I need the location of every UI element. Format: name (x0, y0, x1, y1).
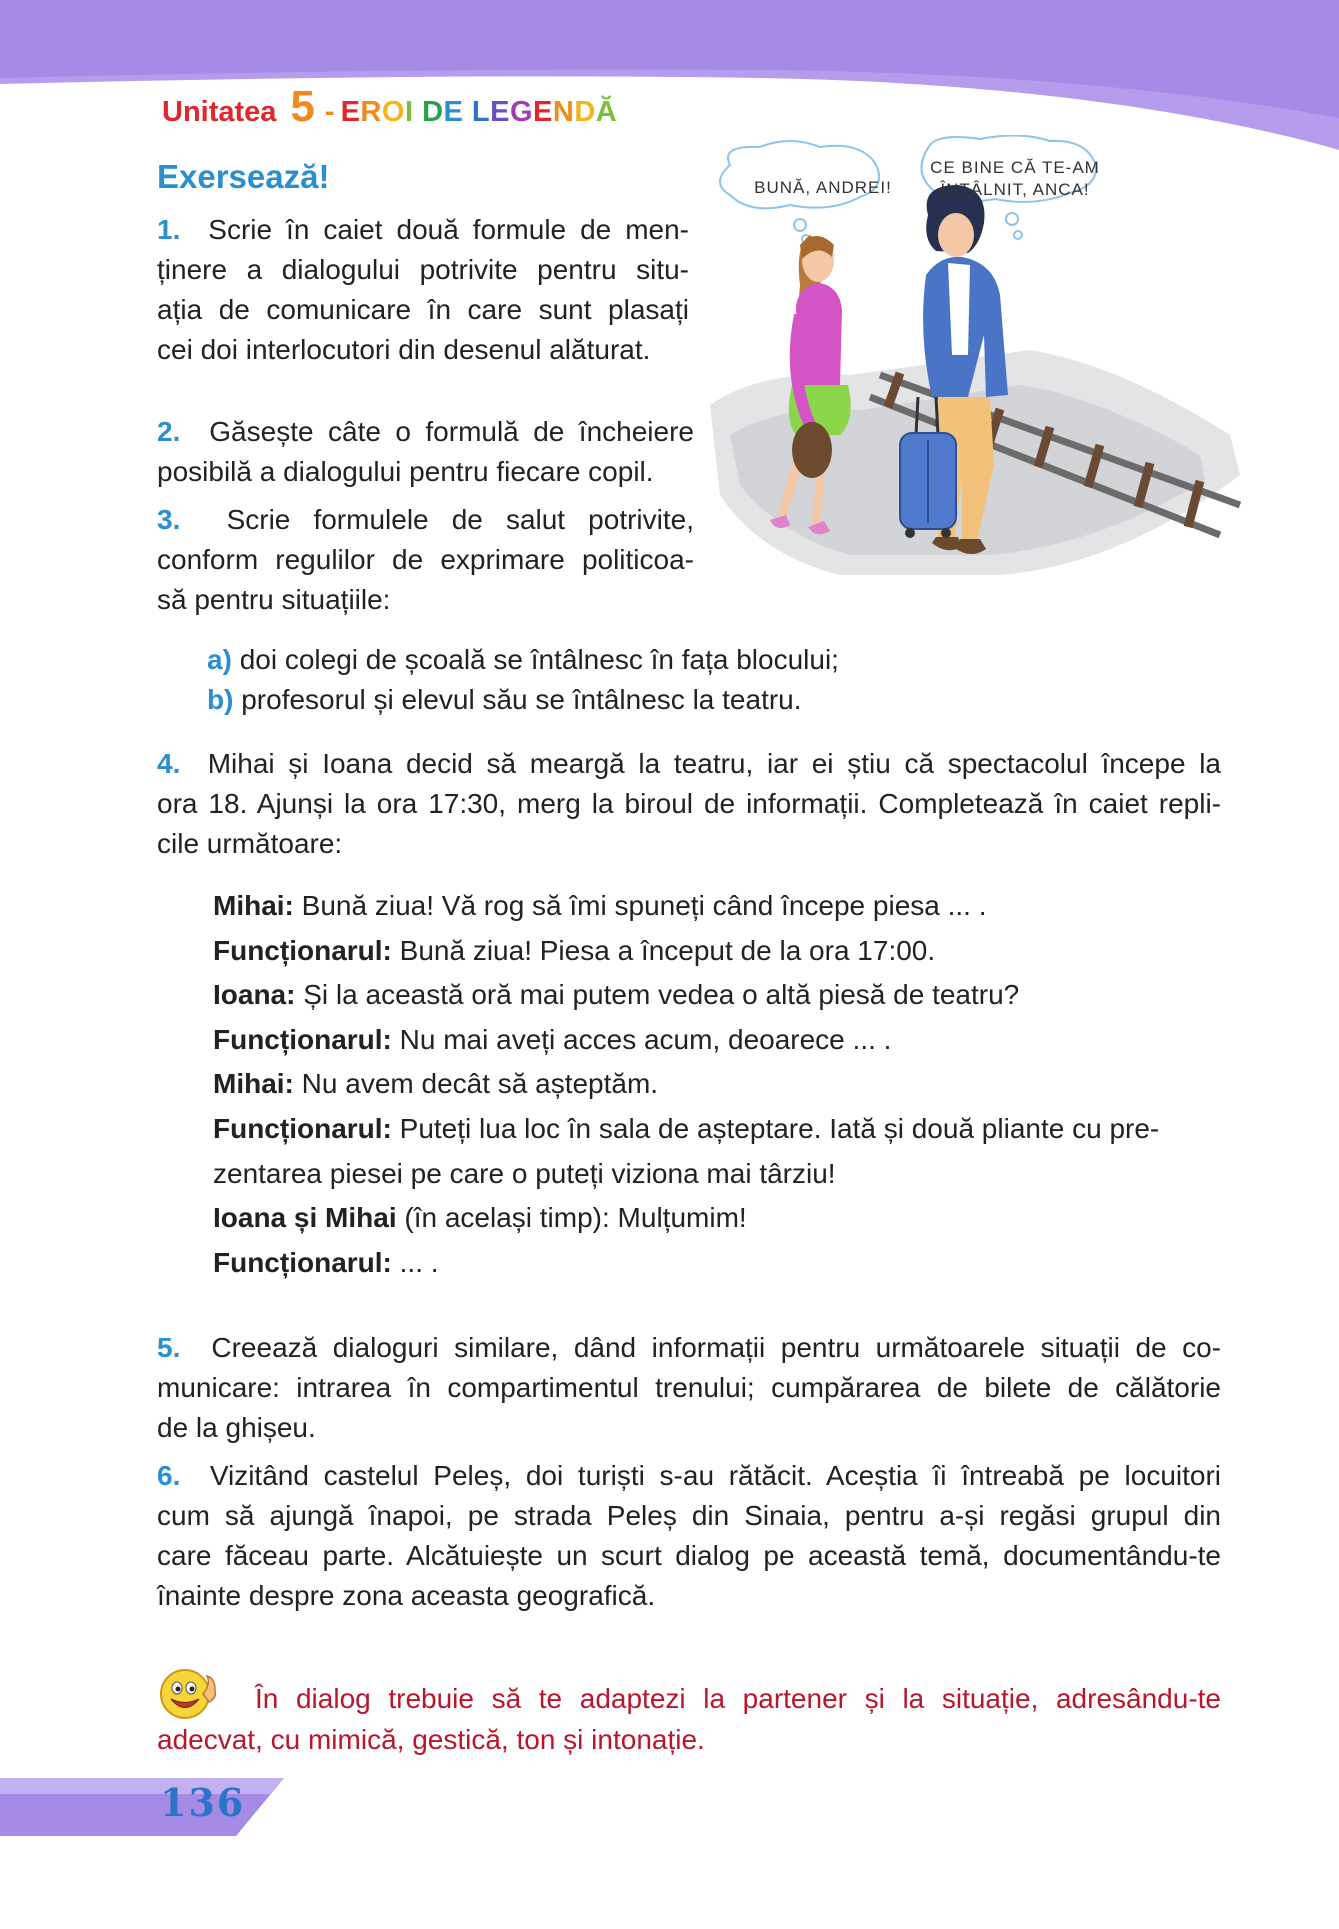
exercise-3 (157, 500, 694, 620)
unit-dash: - (324, 96, 335, 128)
exercise-5-number: 5. (157, 1332, 181, 1363)
exercise-2-line: 2. Găsește câte o formulă de încheiere (157, 416, 694, 447)
exercise-2 (157, 412, 694, 492)
exercise-5-line: de la ghișeu. (157, 1412, 316, 1443)
exercise-6-line: cum să ajungă înapoi, pe strada Peleș din Sinaia, pentru a-și regăsi grupul din (157, 1500, 1221, 1531)
dialogue-line: Funcționarul: Bună ziua! Piesa a început de la ora 17:00. (213, 934, 936, 966)
children-illustration (700, 135, 1250, 600)
exercise-3-options (207, 640, 839, 720)
exercise-4 (157, 744, 1221, 864)
exercise-5-line: 5. Creează dialoguri similare, dând informații pentru următoarele situații de co- (157, 1332, 1221, 1363)
dialogue-line: Mihai: Nu avem decât să așteptăm. (213, 1068, 659, 1100)
footer-band (0, 1774, 290, 1838)
option-a: a) doi colegi de școală se întâlnesc în fața blocului; (207, 644, 839, 675)
bubble-right-text: CE BINE CĂ TE-AM ÎNTÂLNIT, ANCA! (930, 158, 1100, 199)
exercise-3-line: să pentru situațiile: (157, 584, 391, 615)
exercise-6-line: 6. Vizitând castelul Peleș, doi turiști s-au rătăcit. Aceștia îi întreabă pe locuitori (157, 1460, 1222, 1491)
exercise-2-number: 2. (157, 416, 181, 447)
tip-note (157, 1678, 1221, 1760)
dialogue-line: Funcționarul: Puteți lua loc în sala de așteptare. Iată și două pliante cu pre- (213, 1112, 1160, 1144)
unit-title: EROI DE LEGENDĂ (340, 96, 618, 128)
exercise-1-line: 1. Scrie în caiet două formule de men- (157, 214, 689, 245)
exercise-5-line: municare: intrarea în compartimentul trenului; cumpărarea de bilete de călătorie (157, 1372, 1221, 1403)
exercise-6-number: 6. (157, 1460, 181, 1491)
page-number: 136 (160, 1780, 246, 1825)
bubble-left-text: BUNĂ, ANDREI! (754, 178, 892, 197)
dialogue-line: Ioana și Mihai (în același timp): Mulțumim! (213, 1202, 747, 1234)
dialogue-line: Funcționarul: Nu mai aveți acces acum, deoarece ... . (213, 1023, 892, 1055)
exercise-3-line: 3. Scrie formulele de salut potrivite, (157, 504, 695, 535)
exercise-4-line: 4. Mihai și Ioana decid să meargă la teatru, iar ei știu că spectacolul începe la (157, 748, 1221, 779)
exercise-4-line: cile următoare: (157, 828, 343, 859)
exercise-1-line: cei doi interlocutori din desenul alăturat. (157, 334, 651, 365)
dialogue-line: Ioana: Și la această oră mai putem vedea o altă piesă de teatru? (213, 979, 1020, 1011)
exercise-6 (157, 1456, 1221, 1616)
exercise-4-number: 4. (157, 748, 181, 779)
exercise-5 (157, 1328, 1221, 1448)
exercise-6-line: înainte despre zona aceasta geografică. (157, 1580, 656, 1611)
exercise-3-line: conform regulilor de exprimare politicoa- (157, 544, 694, 575)
tip-line: adecvat, cu mimică, gestică, ton și intonație. (157, 1724, 705, 1755)
option-b: b) profesorul și elevul său se întâlnesc la teatru. (207, 684, 802, 715)
unit-label: Unitatea (162, 96, 277, 128)
exercise-1-line: ținere a dialogului potrivite pentru situ- (157, 254, 689, 285)
exercise-6-line: care făceau parte. Alcătuiește un scurt dialog pe această temă, documentându-te (157, 1540, 1221, 1571)
exercise-2-line: posibilă a dialogului pentru fiecare copil. (157, 456, 654, 487)
dialogue-line: Funcționarul: ... . (213, 1246, 439, 1278)
dialogue (213, 884, 1159, 1285)
exercise-3-number: 3. (157, 504, 181, 535)
exercise-1-number: 1. (157, 214, 181, 245)
section-title: Exersează! (157, 158, 330, 195)
unit-number: 5 (290, 82, 315, 131)
exercise-4-line: ora 18. Ajunși la ora 17:30, merg la biroul de informații. Completează în caiet repli- (157, 788, 1221, 819)
exercise-1-line: ația de comunicare în care sunt plasați (157, 294, 689, 325)
unit-header (162, 82, 617, 132)
dialogue-line: zentarea piesei pe care o puteți viziona mai târziu! (213, 1157, 836, 1189)
dialogue-line: Mihai: Bună ziua! Vă rog să îmi spuneți când începe piesa ... . (213, 890, 987, 921)
exercise-1 (157, 210, 689, 370)
tip-line: În dialog trebuie să te adaptezi la partener și la situație, adresându-te (255, 1683, 1221, 1714)
